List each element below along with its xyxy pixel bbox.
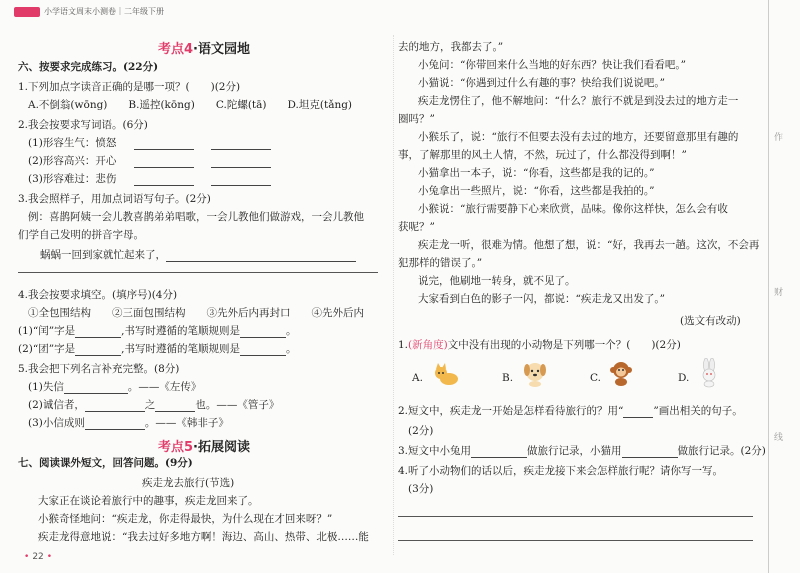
rq2-score: (2分) bbox=[408, 425, 434, 437]
cat-icon bbox=[432, 360, 462, 390]
rabbit-icon bbox=[694, 358, 724, 388]
q5-item-a: (1)失信 。——《左传》 bbox=[28, 381, 202, 393]
story-line-1: 大家正在谈论着旅行中的趣事，疾走龙回来了。 bbox=[38, 495, 259, 507]
q3-question: 3.我会照样子，用加点词语写句子。(2分) bbox=[18, 193, 211, 205]
monkey-icon bbox=[606, 358, 636, 388]
story-line-3: 疾走龙得意地说：“我去过好多地方啊！海边、高山、热带、北极……能 bbox=[38, 531, 369, 543]
q2-item-3: (3)形容难过：悲伤 bbox=[28, 172, 271, 186]
q1-question: 1.下列加点字读音正确的是哪一项？( )(2分) bbox=[18, 81, 241, 93]
section-title-1: 考点4·语文园地 bbox=[158, 42, 250, 57]
story-line-r11: 获呢？” bbox=[398, 221, 435, 233]
q4-item-a: (1)“闰”字是 ,书写时遵循的笔顺规则是 。 bbox=[18, 325, 297, 337]
column-divider bbox=[393, 35, 394, 555]
rq1-question: 1.(新角度)文中没有出现的小动物是下列哪一个？( )(2分) bbox=[398, 339, 681, 351]
rq4-answer-line-1[interactable] bbox=[398, 516, 753, 517]
binding-margin bbox=[768, 0, 800, 573]
q2-item-2: (2)形容高兴：开心 bbox=[28, 154, 271, 168]
rq1-option-c[interactable]: C. bbox=[590, 372, 601, 384]
part7-heading: 七、阅读课外短文，回答问题。(9分) bbox=[18, 457, 193, 469]
margin-char-2: 财 bbox=[774, 288, 784, 298]
part6-heading: 六、按要求完成练习。(22分) bbox=[18, 61, 159, 73]
section-title-2: 考点5·拓展阅读 bbox=[158, 440, 250, 455]
q5-item-c: (3)小信成则 。——《韩非子》 bbox=[28, 417, 229, 429]
story-line-r15: 大家看到白色的影子一闪，都说：“疾走龙又出发了。” bbox=[418, 293, 665, 305]
story-line-r12: 疾走龙一听，很难为情。他想了想，说：“好，我再去一趟。这次，不会再 bbox=[418, 239, 760, 251]
page-number: • 22 • bbox=[24, 552, 52, 562]
story-source: (选文有改动) bbox=[680, 315, 741, 327]
margin-char-3: 线 bbox=[774, 433, 784, 443]
rq1-option-a[interactable]: A. bbox=[412, 372, 423, 384]
q3-example-line1: 例：喜鹊阿姨一会儿教喜鹊弟弟唱歌，一会儿教他们做游戏，一会儿教他 bbox=[28, 211, 364, 223]
story-line-r4: 疾走龙愣住了，他不解地问：“什么？旅行不就是到没去过的地方走一 bbox=[418, 95, 739, 107]
rq4-score: (3分) bbox=[408, 483, 434, 495]
q4-question: 4.我会按要求填空。(填序号)(4分) bbox=[18, 289, 178, 301]
story-line-r13: 犯那样的错误了。” bbox=[398, 257, 483, 269]
story-line-r5: 圈吗？” bbox=[398, 113, 435, 125]
q5-item-b: (2)诚信者， 之 也。——《管子》 bbox=[28, 399, 280, 411]
story-line-r3: 小猫说：“你遇到过什么有趣的事？快给我们说说吧。” bbox=[418, 77, 665, 89]
q1-options: A.不倒翁(wōng) B.遥控(kōng) C.陀螺(tā) D.坦克(tǎng) bbox=[28, 99, 353, 111]
q3-example-line2: 们学自己发明的拼音字母。 bbox=[18, 229, 144, 241]
story-line-r1: 去的地方，我都去了。” bbox=[398, 41, 504, 53]
q3-answer-line[interactable] bbox=[18, 272, 378, 273]
rq1-option-b[interactable]: B. bbox=[502, 372, 514, 384]
dog-icon bbox=[520, 358, 550, 388]
story-line-r8: 小猫拿出一本子，说：“你看，这些都是我的记的。” bbox=[418, 167, 655, 179]
story-line-r9: 小兔拿出一些照片，说：“你看，这些都是我拍的。” bbox=[418, 185, 655, 197]
q4-item-b: (2)“团”字是 ,书写时遵循的笔顺规则是 。 bbox=[18, 343, 297, 355]
margin-char-1: 作 bbox=[774, 133, 784, 143]
rq3-question: 3.短文中小兔用 做旅行记录，小猫用 做旅行记录。(2分) bbox=[398, 445, 766, 457]
q2-question: 2.我会按要求写词语。(6分) bbox=[18, 119, 148, 131]
story-line-r7: 事，了解那里的风土人情，不然，玩过了，什么都没得到啊！” bbox=[398, 149, 687, 161]
story-line-r10: 小猴说：“旅行需要静下心来欣赏，品味。像你这样快，怎么会有收 bbox=[418, 203, 728, 215]
page-header bbox=[14, 6, 164, 17]
story-line-r14: 说完，他刷地一转身，就不见了。 bbox=[418, 275, 576, 287]
story-line-r2: 小兔问：“你带回来什么当地的好东西？快让我们看看吧。” bbox=[418, 59, 686, 71]
q2-item-1: (1)形容生气：愤怒 bbox=[28, 136, 271, 150]
story-line-r6: 小猴乐了，说：“旅行不但要去没有去过的地方，还要留意那里有趣的 bbox=[418, 131, 739, 143]
rq1-option-d[interactable]: D. bbox=[678, 372, 690, 384]
story-title: 疾走龙去旅行(节选) bbox=[142, 477, 235, 489]
rq2-question: 2.短文中，疾走龙一开始是怎样看待旅行的？用“ ”画出相关的句子。 bbox=[398, 405, 743, 417]
rq4-question: 4.听了小动物们的话以后，疾走龙接下来会怎样旅行呢？请你写一写。 bbox=[398, 465, 724, 477]
q4-options: ①全包围结构 ②三面包围结构 ③先外后内再封口 ④先外后内 bbox=[28, 307, 364, 319]
story-line-2: 小猴奇怪地问：“疾走龙，你走得最快，为什么现在才回来呀？” bbox=[38, 513, 333, 525]
brand-logo bbox=[14, 7, 40, 17]
q3-task: 蜗蜗一回到家就忙起来了， bbox=[40, 248, 356, 262]
header-title: 小学语文周末小测卷｜二年级下册 bbox=[44, 7, 164, 16]
rq4-answer-line-2[interactable] bbox=[398, 540, 753, 541]
q5-question: 5.我会把下列名言补充完整。(8分) bbox=[18, 363, 180, 375]
